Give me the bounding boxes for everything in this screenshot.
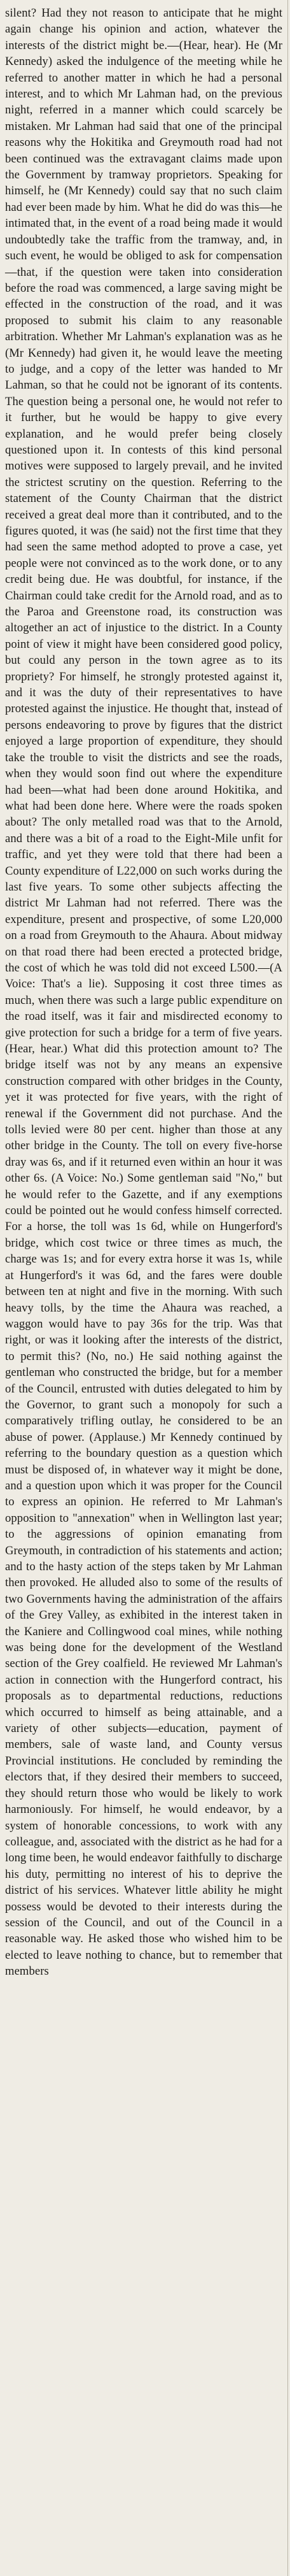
column-rule	[287, 0, 288, 2576]
article-column	[5, 5, 282, 1980]
article-paragraph: silent? Had they not reason to anticipate that he might again change his opinion and action, whatever the interests of the district might be.—(Hear, hear). He (Mr Kennedy) asked the indulgence of the meeting while he referred to another matter in which he had a personal interest, and to which Mr Lahman had, on the previous night, referred in a manner which could scarcely be mistaken. Mr Lahman had said that one of the principal reasons why the Hokitika and Greymouth road had not been continued was the extravagant claims made upon the Government by tramway proprietors. Speaking for himself, he (Mr Kennedy) could say that no such claim had ever been made by him. What he did do was this—he intimated that, in the event of a road being made it would undoubtedly take the traffic from the tramway, and, in such event, he would be obliged to ask for compensation—that, if the question were taken into consideration before the road was commenced, a large saving might be effected in the construction of the road, and it was proposed to submit his claim to any reasonable arbitration. Whether Mr Lahman's explanation was as he (Mr Kennedy) had given it, he would leave the meeting to judge, and a copy of the letter was handed to Mr Lahman, so that he could not be ignorant of its contents. The question being a personal one, he would not refer to it further, but he would be happy to give every explanation, and he would prefer being closely questioned upon it. In contests of this kind personal motives were supposed to largely prevail, and he invited the strictest scrutiny on the question. Referring to the statement of the County Chairman that the district received a great deal more than it contributed, and to the figures quoted, it was (he said) not the first time that they had seen the same method adopted to prove a case, yet people were not convinced as to the work done, or to any credit being due. He was doubtful, for instance, if the Chairman could take credit for the Arnold road, and as to the Paroa and Greenstone road, its construction was altogether an act of injustice to the district. In a County point of view it might have been considered good policy, but could any person in the town agree as to its propriety? For himself, he strongly protested against it, and it was the duty of their representatives to have protested against the injustice. He thought that, instead of persons endeavoring to prove by figures that the district enjoyed a large proportion of expenditure, they should take the trouble to visit the districts and see the roads, when they would soon find out where the expenditure had been—what had been done around Hokitika, and what had been done here. Where were the roads spoken about? The only metalled road was that to the Arnold, and there was a bit of a road to the Eight-Mile unfit for traffic, and yet they were told that there had been a County expenditure of L22,000 on such works during the last five years. To some other subjects affecting the district Mr Lahman had not referred. There was the expenditure, present and prospective, of some L20,000 on a road from Greymouth to the Ahaura. About midway on that road there had been erected a protected bridge, the cost of which he was told did not exceed L500.—(A Voice: That's a lie). Supposing it cost three times as much, when there was such a large public expenditure on the road itself, was it fair and misdirected economy to give protection for such a bridge for a term of five years. (Hear, hear.) What did this protection amount to? The bridge itself was not by any means an expensive construction compared with other bridges in the County, yet it was protected for five years, with the right of renewal if the Government did not purchase. And the tolls levied were 80 per cent. higher than those at any other bridge in the County. The toll on every five-horse dray was 6s, and if it returned even within an hour it was other 6s. (A Voice: No.) Some gentleman said "No," but he would refer to the Gazette, and if any exemptions could be pointed out he would confess himself corrected. For a horse, the toll was 1s 6d, while on Hungerford's bridge, which cost twice or three times as much, the charge was 1s; and for every extra horse it was 1s, while at Hungerford's it was 6d, and the fares were double between ten at night and five in the morning. With such heavy tolls, by the time the Ahaura was reached, a waggon would have to pay 36s for the trip. Was that right, or was it looking after the interests of the district, to permit this? (No, no.) He said nothing against the gentleman who constructed the bridge, but for a member of the Council, entrusted with duties delegated to him by the Governor, to grant such a monopoly for such a comparatively trifling outlay, he considered to be an abuse of power. (Applause.) Mr Kennedy continued by referring to the boundary question as a question which must be disposed of, in whatever way it might be done, and a question upon which it was proper for the Council to express an opinion. He referred to Mr Lahman's opposition to "annexation" when in Wellington last year; to the aggressions of opinion emanating from Greymouth, in contradiction of his statements and action; and to the hasty action of the steps taken by Mr Lahman then provoked. He alluded also to some of the results of two Governments having the administration of the affairs of the Grey Valley, as exhibited in the interest taken in the Kaniere and Collingwood coal mines, while nothing was being done for the development of the Westland section of the Grey coalfield. He reviewed Mr Lahman's action in connection with the Hungerford contract, his proposals as to departmental reductions, reductions which occurred to himself as being attainable, and a variety of other subjects—education, payment of members, sale of waste land, and County versus Provincial institutions. He concluded by reminding the electors that, if they desired their members to succeed, they should return those who would be likely to work harmoniously. For himself, he would endeavor, by a system of honorable concessions, to work with any colleague, and, associated with the district as he had for a long time been, he would endeavor faithfully to discharge his duty, permitting no interest of his to deprive the district of his services. Whatever little ability he might possess would be devoted to their interests during the session of the Council, and out of the Council in a reasonable way. He asked those who wished him to be elected to leave nothing to chance, but to remember that members	[5, 6, 282, 1979]
